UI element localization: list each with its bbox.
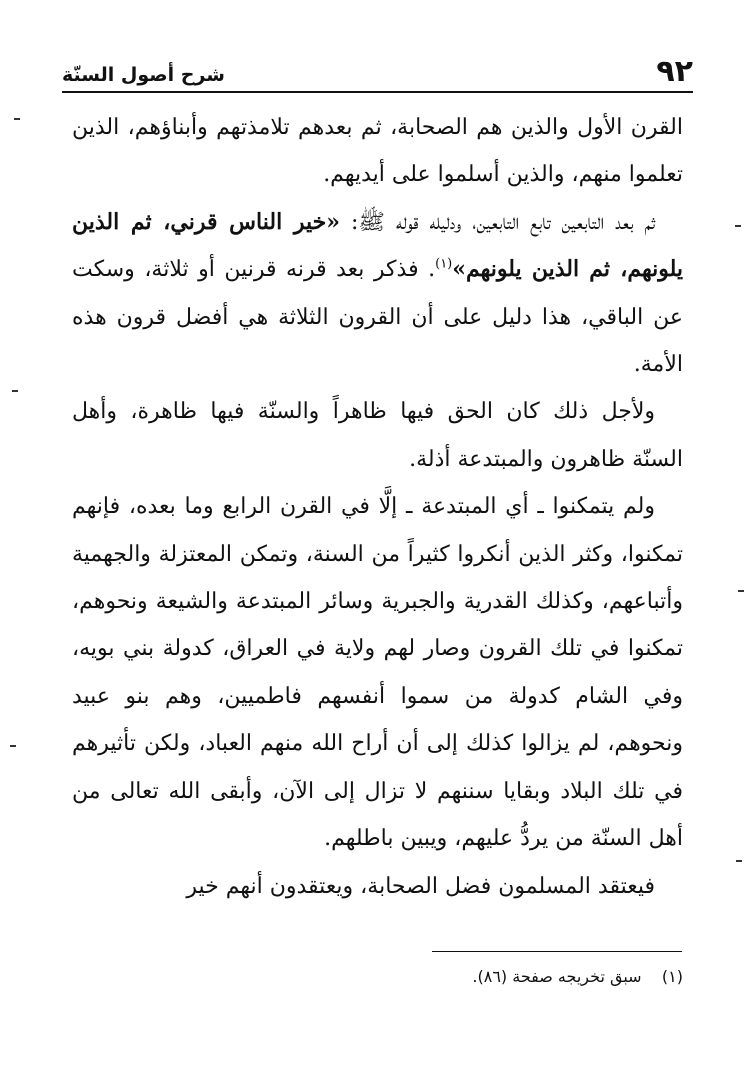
main-text bbox=[72, 104, 683, 910]
page-header bbox=[62, 55, 693, 87]
paragraph-2 bbox=[72, 199, 683, 389]
paragraph-5: فيعتقد المسلمون فضل الصحابة، ويعتقدون أنهم خير bbox=[186, 873, 655, 899]
margin-mark bbox=[12, 390, 18, 392]
page-number: ٩٢ bbox=[656, 54, 693, 89]
footnote-marker: (١) bbox=[661, 967, 683, 986]
footnote-reference: (١) bbox=[435, 256, 453, 272]
running-title: شرح أصول السنّة bbox=[62, 64, 225, 86]
paragraph-4: ولم يتمكنوا ـ أي المبتدعة ـ إلَّا في القرن الرابع وما بعده، فإنهم تمكنوا، وكثر الذين أنكروا كثيراً من السنة، وتمكن المعتزلة والجهمية وأتباعهم، وكذلك القدرية والجبرية وسائر المبتدعة والشيعة ونحوهم، تمكنوا في تلك القرون وصار لهم ولاية في العراق، كدولة بني بويه، وفي الشام كدولة من سموا أنفسهم فاطميين، وهم بنو عبيد ونحوهم، لم يزالوا كذلك إلى أن أراح الله منهم العباد، ولكن تأثيرهم في تلك البلاد وبقايا سننهم لا تزال إلى الآن، وأبقى الله تعالى من أهل السنّة من يردُّ عليهم، ويبين باطلهم. bbox=[72, 494, 683, 852]
footnote-rule bbox=[432, 951, 682, 952]
footnote bbox=[72, 966, 683, 988]
hadith-quote: «خير الناس قرني، ثم الذين يلونهم، ثم الذين يلونهم» bbox=[72, 208, 683, 283]
footnote-text: سبق تخريجه صفحة (٨٦). bbox=[472, 967, 642, 986]
margin-mark bbox=[738, 590, 744, 592]
margin-mark bbox=[14, 118, 20, 120]
paragraph-3: ولأجل ذلك كان الحق فيها ظاهراً والسنّة فيها ظاهرة، وأهل السنّة ظاهرون والمبتدعة أذلة. bbox=[72, 399, 683, 472]
margin-mark bbox=[736, 860, 742, 862]
paragraph-2-rest: . فذكر بعد قرنه قرنين أو ثلاثة، وسكت عن الباقي، هذا دليل على أن القرون الثلاثة هي أفضل قرون هذه الأمة. bbox=[72, 257, 683, 378]
margin-mark bbox=[735, 225, 741, 227]
margin-mark bbox=[10, 745, 16, 747]
paragraph-1: القرن الأول والذين هم الصحابة، ثم بعدهم تلامذتهم وأبناؤهم، الذين تعلموا منهم، والذين أسلموا على أيديهم. bbox=[72, 115, 683, 188]
header-rule bbox=[62, 91, 693, 93]
paragraph-2-intro: ثم بعد التابعين تابع التابعين، ودليله قوله ﷺ: bbox=[339, 209, 655, 235]
